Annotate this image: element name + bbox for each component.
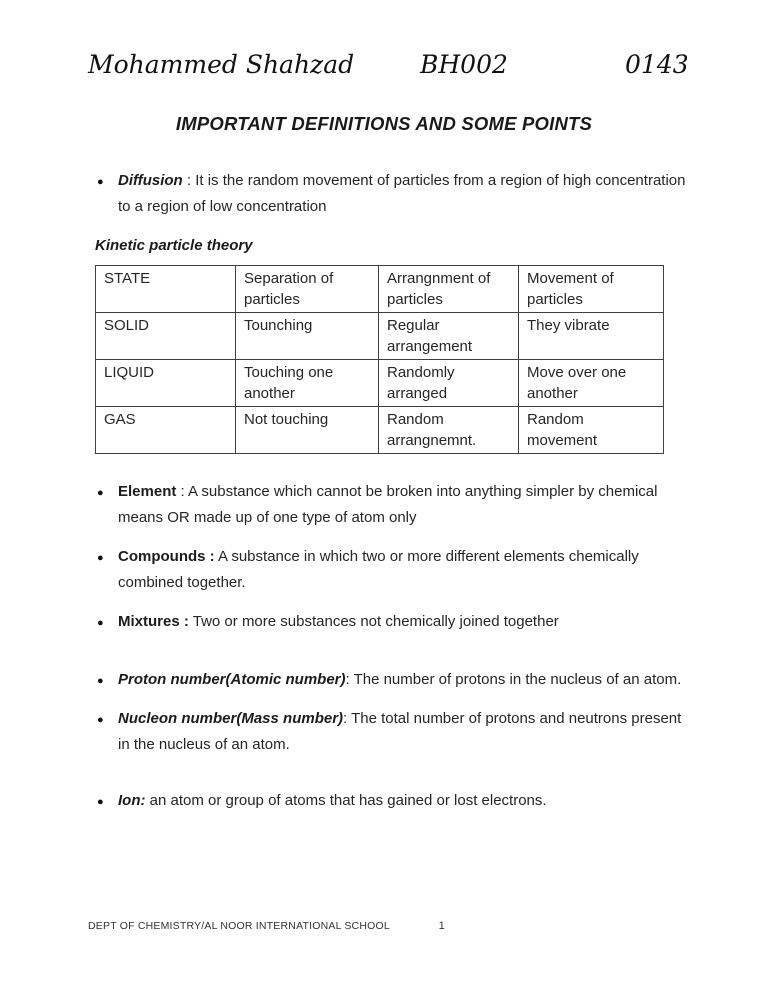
table-row bbox=[96, 407, 664, 454]
definition-item bbox=[97, 479, 693, 531]
definition-term: Element bbox=[118, 483, 177, 500]
page-number: 1 bbox=[438, 920, 445, 932]
kinetic-theory-heading: Kinetic particle theory bbox=[95, 237, 253, 254]
bullet-icon: ● bbox=[97, 714, 104, 726]
table-cell: Regular arrangement bbox=[379, 313, 519, 360]
footer-department-text: DEPT OF CHEMISTRY/AL NOOR INTERNATIONAL SCHOOL bbox=[88, 920, 390, 932]
definition-text: : The number of protons in the nucleus of an atom. bbox=[345, 671, 682, 688]
bullet-icon: ● bbox=[97, 796, 104, 808]
table-cell: LIQUID bbox=[96, 360, 236, 407]
definitions-list-top bbox=[0, 168, 768, 220]
definition-term: Nucleon number(Mass number) bbox=[118, 710, 344, 727]
document-header bbox=[0, 0, 768, 79]
table-cell: Random arrangnemnt. bbox=[379, 407, 519, 454]
table-cell: SOLID bbox=[96, 313, 236, 360]
definition-term: Ion: bbox=[118, 792, 146, 809]
bullet-icon: ● bbox=[97, 617, 104, 629]
definition-item bbox=[97, 544, 693, 596]
table-row bbox=[96, 360, 664, 407]
kinetic-particle-table bbox=[95, 265, 664, 454]
definition-text: an atom or group of atoms that has gained or lost electrons. bbox=[145, 792, 547, 809]
table-row bbox=[96, 313, 664, 360]
definition-term: Mixtures : bbox=[118, 613, 189, 630]
bullet-icon: ● bbox=[97, 487, 104, 499]
table-header-cell: Movement of particles bbox=[519, 266, 664, 313]
definition-item bbox=[97, 706, 693, 758]
definition-item bbox=[97, 168, 693, 220]
table-cell: Random movement bbox=[519, 407, 664, 454]
definition-item bbox=[97, 609, 693, 635]
document-footer bbox=[88, 920, 445, 932]
table-cell: Touching one another bbox=[236, 360, 379, 407]
table-cell: Randomly arranged bbox=[379, 360, 519, 407]
definition-term: Diffusion bbox=[118, 172, 183, 189]
table-header-row bbox=[96, 266, 664, 313]
bullet-icon: ● bbox=[97, 552, 104, 564]
header-id-number: 0143 bbox=[625, 50, 689, 79]
definition-term: Compounds : bbox=[118, 548, 215, 565]
table-header-cell: STATE bbox=[96, 266, 236, 313]
header-author-name: Mohammed Shahzad bbox=[88, 50, 355, 79]
page-title: IMPORTANT DEFINITIONS AND SOME POINTS bbox=[175, 113, 593, 134]
definition-text: : A substance which cannot be broken into anything simpler by chemical means OR made up of one type of atom only bbox=[118, 483, 658, 526]
bullet-icon: ● bbox=[97, 675, 104, 687]
header-course-code: BH002 bbox=[420, 50, 508, 79]
table-header-cell: Separation of particles bbox=[236, 266, 379, 313]
table-cell: Tounching bbox=[236, 313, 379, 360]
definition-term: Proton number(Atomic number) bbox=[118, 671, 346, 688]
table-cell: Not touching bbox=[236, 407, 379, 454]
bullet-icon: ● bbox=[97, 176, 104, 188]
table-cell: They vibrate bbox=[519, 313, 664, 360]
definition-text: A substance in which two or more different elements chemically combined together. bbox=[118, 548, 639, 591]
definition-item bbox=[97, 667, 693, 693]
definitions-list-main bbox=[0, 479, 768, 814]
definition-item bbox=[97, 788, 693, 814]
definition-text: Two or more substances not chemically joined together bbox=[188, 613, 559, 630]
definition-text: : It is the random movement of particles from a region of high concentration to a region of low concentration bbox=[118, 172, 686, 215]
definition-text: : The total number of protons and neutrons present in the nucleus of an atom. bbox=[118, 710, 682, 753]
table-header-cell: Arrangnment of particles bbox=[379, 266, 519, 313]
table-cell: Move over one another bbox=[519, 360, 664, 407]
table-cell: GAS bbox=[96, 407, 236, 454]
